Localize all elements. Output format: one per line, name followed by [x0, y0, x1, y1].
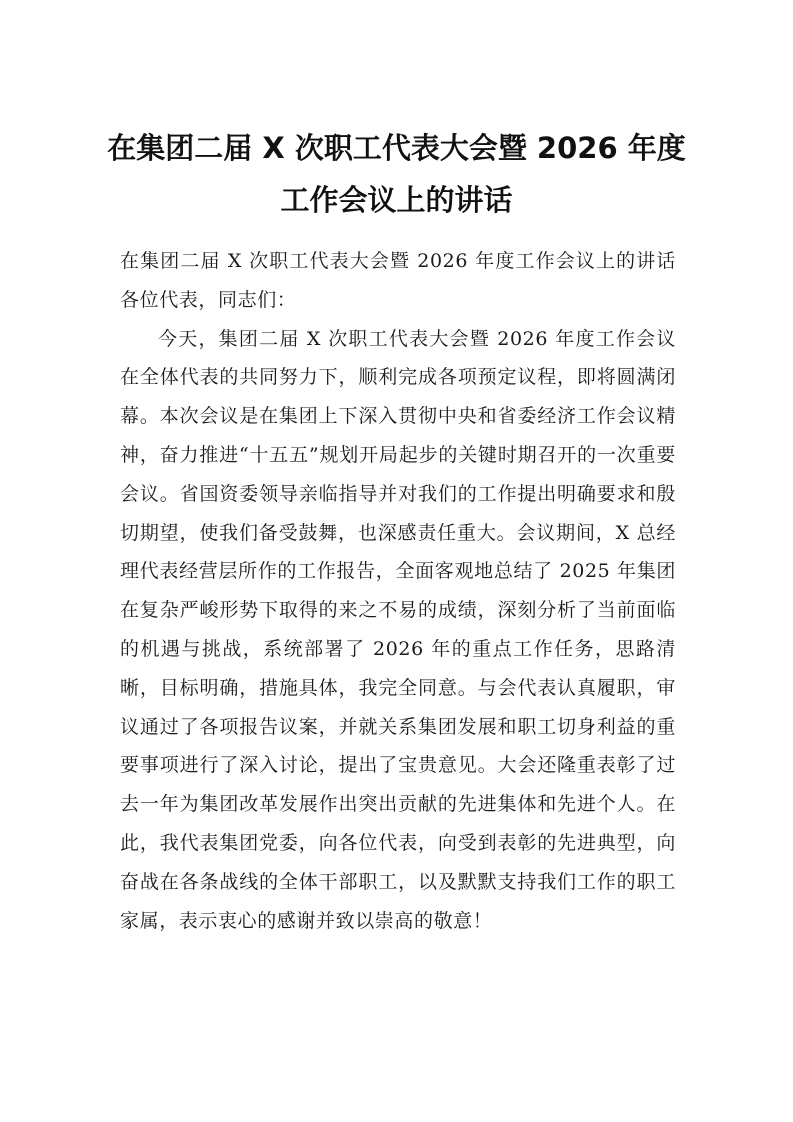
document-title [100, 122, 693, 226]
document-body [120, 242, 676, 940]
title-line-2: 工作会议上的讲话 [280, 183, 513, 217]
title-line-1: 在集团二届 X 次职工代表大会暨 2026 年度 [107, 131, 686, 165]
salutation-paragraph: 在集团二届 X 次职工代表大会暨 2026 年度工作会议上的讲话各位代表，同志们： [120, 250, 676, 311]
body-paragraph-1: 今天，集团二届 X 次职工代表大会暨 2026 年度工作会议在全体代表的共同努力下，顺利完成各项预定议程，即将圆满闭幕。本次会议是在集团上下深入贯彻中央和省委经济工作会议精神，奋力推进“十五五”规划开局起步的关键时期召开的一次重要会议。省国资委领导亲临指导并对我们的工作提出明确要求和殷切期望，使我们备受鼓舞，也深感责任重大。会议期间，X 总经理代表经营层所作的工作报告，全面客观地总结了 2025 年集团在复杂严峻形势下取得的来之不易的成绩，深刻分析了当前面临的机遇与挑战，系统部署了 2026 年的重点工作任务，思路清晰，目标明确，措施具体，我完全同意。与会代表认真履职，审议通过了各项报告议案，并就关系集团发展和职工切身利益的重要事项进行了深入讨论，提出了宝贵意见。大会还隆重表彰了过去一年为集团改革发展作出突出贡献的先进集体和先进个人。在此，我代表集团党委，向各位代表，向受到表彰的先进典型，向奋战在各条战线的全体干部职工，以及默默支持我们工作的职工家属，表示衷心的感谢并致以崇高的敬意！ [120, 327, 676, 932]
